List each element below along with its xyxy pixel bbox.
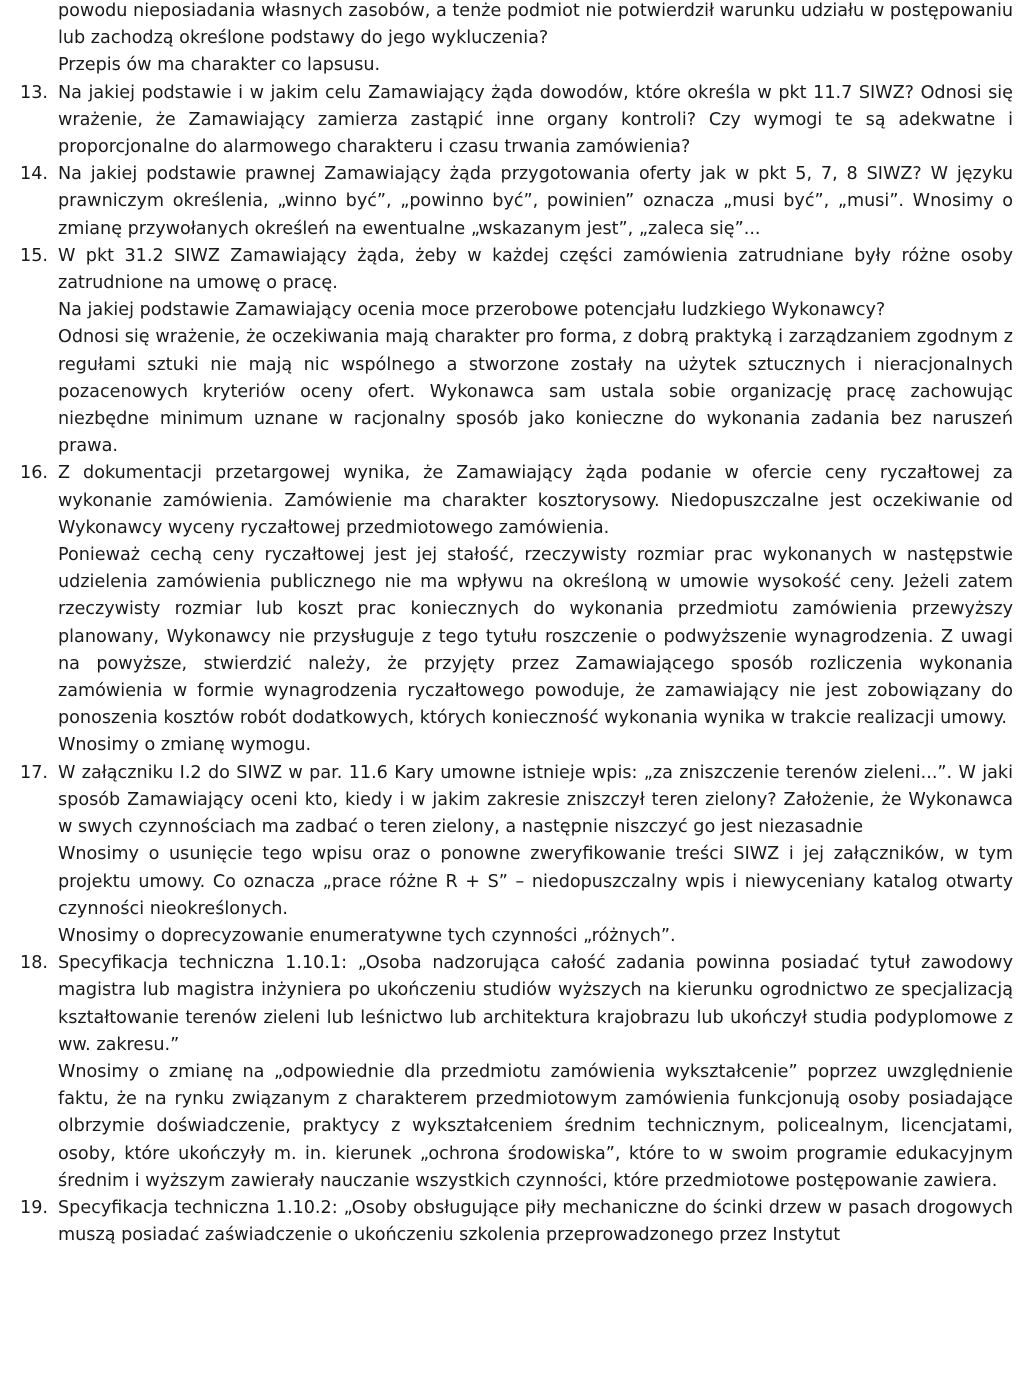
list-item-13 xyxy=(0,80,1021,162)
item-paragraph: Specyfikacja techniczna 1.10.1: „Osoba nadzorująca całość zadania powinna posiadać tytuł zawodowy magistra lub magistra inżyniera po ukończeniu studiów wyższych na kierunku ogrodnictwo ze specjalizacją kształtowanie terenów zieleni lub leśnictwo lub architektura krajobrazu lub ukończył studia podyplomowe z ww. zakresu.” xyxy=(58,953,1013,1055)
item-number: 15. xyxy=(20,245,48,266)
item-paragraph: Wnosimy o zmianę na „odpowiednie dla przedmiotu zamówienia wykształcenie” poprzez uwzględnienie faktu, że na rynku związanym z charakterem przedmiotowym zamówienia funkcjonują osoby posiadające olbrzymie doświadczenie, praktycy z wykształceniem średnim technicznym, policealnym, licencjatami, osoby, które ukończyły m. in. kierunek „ochrona środowiska”, które to w swoim programie edukacyjnym średnim i wyższym zawierały nauczanie wszystkich czynności, które przedmiotowe postępowanie zawiera. xyxy=(58,1061,1013,1191)
item-paragraph: Specyfikacja techniczna 1.10.2: „Osoby obsługujące piły mechaniczne do ścinki drzew w pasach drogowych muszą posiadać zaświadczenie o ukończeniu szkolenia przeprowadzonego przez Instytut xyxy=(58,1197,1013,1246)
item-number: 19. xyxy=(20,1197,48,1218)
list-item-17 xyxy=(0,760,1021,950)
item-paragraph: Wnosimy o doprecyzowanie enumeratywne tych czynności „różnych”. xyxy=(58,925,676,946)
list-item-14 xyxy=(0,161,1021,243)
item-paragraph: Na jakiej podstawie prawnej Zamawiający żąda przygotowania oferty jak w pkt 5, 7, 8 SIWZ? W języku prawniczym określenia, „winno być”, „powinno być”, powinien” oznacza „musi być”, „musi”. Wnosimy o zmianę przywołanych określeń na ewentualne „wskazanym jest”, „zaleca się”... xyxy=(58,164,1013,239)
list-item-16 xyxy=(0,460,1021,759)
item-paragraph: W załączniku I.2 do SIWZ w par. 11.6 Kary umowne istnieje wpis: „za zniszczenie terenów zieleni...”. W jaki sposób Zamawiający oceni kto, kiedy i w jakim zakresie zniszczył teren zielony? Założenie, że Wykonawca w swych czynnościach ma zadbać o teren zielony, a następnie niszczyć go jest niezasadnie xyxy=(58,762,1013,838)
continuation-block xyxy=(0,0,1021,80)
item-number: 16. xyxy=(20,463,48,484)
continuation-paragraph-1: powodu nieposiadania własnych zasobów, a tenże podmiot nie potwierdził warunku udziału w postępowaniu lub zachodzą określone podstawy do jego wykluczenia? xyxy=(58,1,1013,49)
item-paragraph: Z dokumentacji przetargowej wynika, że Zamawiający żąda podanie w ofercie ceny ryczałtowej za wykonanie zamówienia. Zamówienie ma charakter kosztorysowy. Niedopuszczalne jest oczekiwanie od Wykonawcy wyceny ryczałtowej przedmiotowego zamówienia. xyxy=(58,463,1013,538)
item-number: 14. xyxy=(20,164,48,185)
item-paragraph: W pkt 31.2 SIWZ Zamawiający żąda, żeby w każdej części zamówienia zatrudniane były różne osoby zatrudnione na umowę o pracę. xyxy=(58,245,1013,294)
item-number: 13. xyxy=(20,82,48,103)
list-item-15 xyxy=(0,243,1021,461)
item-paragraph: Na jakiej podstawie Zamawiający ocenia moce przerobowe potencjału ludzkiego Wykonawcy? xyxy=(58,300,886,321)
list-item-19 xyxy=(0,1195,1021,1249)
item-number: 17. xyxy=(20,762,48,783)
list-item-18 xyxy=(0,950,1021,1195)
item-paragraph: Wnosimy o zmianę wymogu. xyxy=(58,735,312,756)
item-paragraph: Wnosimy o usunięcie tego wpisu oraz o ponowne zweryfikowanie treści SIWZ i jej załączników, w tym projektu umowy. Co oznacza „prace różne R + S” – niedopuszczalny wpis i niewyceniany katalog otwarty czynności nieokreślonych. xyxy=(58,844,1013,919)
item-paragraph: Na jakiej podstawie i w jakim celu Zamawiający żąda dowodów, które określa w pkt 11.7 SIWZ? Odnosi się wrażenie, że Zamawiający zamierza zastąpić inne organy kontroli? Czy wymogi te są adekwatne i proporcjonalne do alarmowego charakteru i czasu trwania zamówienia? xyxy=(58,82,1013,158)
item-number: 18. xyxy=(20,953,48,974)
continuation-paragraph-2: Przepis ów ma charakter co lapsusu. xyxy=(58,55,381,76)
item-paragraph: Ponieważ cechą ceny ryczałtowej jest jej stałość, rzeczywisty rozmiar prac wykonanych w następstwie udzielenia zamówienia publicznego nie ma wpływu na określoną w umowie wysokość ceny. Jeżeli zatem rzeczywisty rozmiar lub koszt prac koniecznych do wykonania przedmiotu zamówienia przewyższy planowany, Wykonawcy nie przysługuje z tego tytułu roszczenie o podwyższenie wynagrodzenia. Z uwagi na powyższe, stwierdzić należy, że przyjęty przez Zamawiającego sposób rozliczenia wykonania zamówienia w formie wynagrodzenia ryczałtowego powoduje, że zamawiający nie jest zobowiązany do ponoszenia kosztów robót dodatkowych, których konieczność wykonania wynika w trakcie realizacji umowy. xyxy=(58,545,1013,729)
item-paragraph: Odnosi się wrażenie, że oczekiwania mają charakter pro forma, z dobrą praktyką i zarządzaniem zgodnym z regułami sztuki nie mają nic wspólnego a stworzone zostały na użytek sztucznych i nieracjonalnych pozacenowych kryteriów oceny ofert. Wykonawca sam ustala sobie organizację pracę zachowując niezbędne minimum uznane w racjonalny sposób jako konieczne do wykonania zadania bez naruszeń prawa. xyxy=(58,327,1013,457)
